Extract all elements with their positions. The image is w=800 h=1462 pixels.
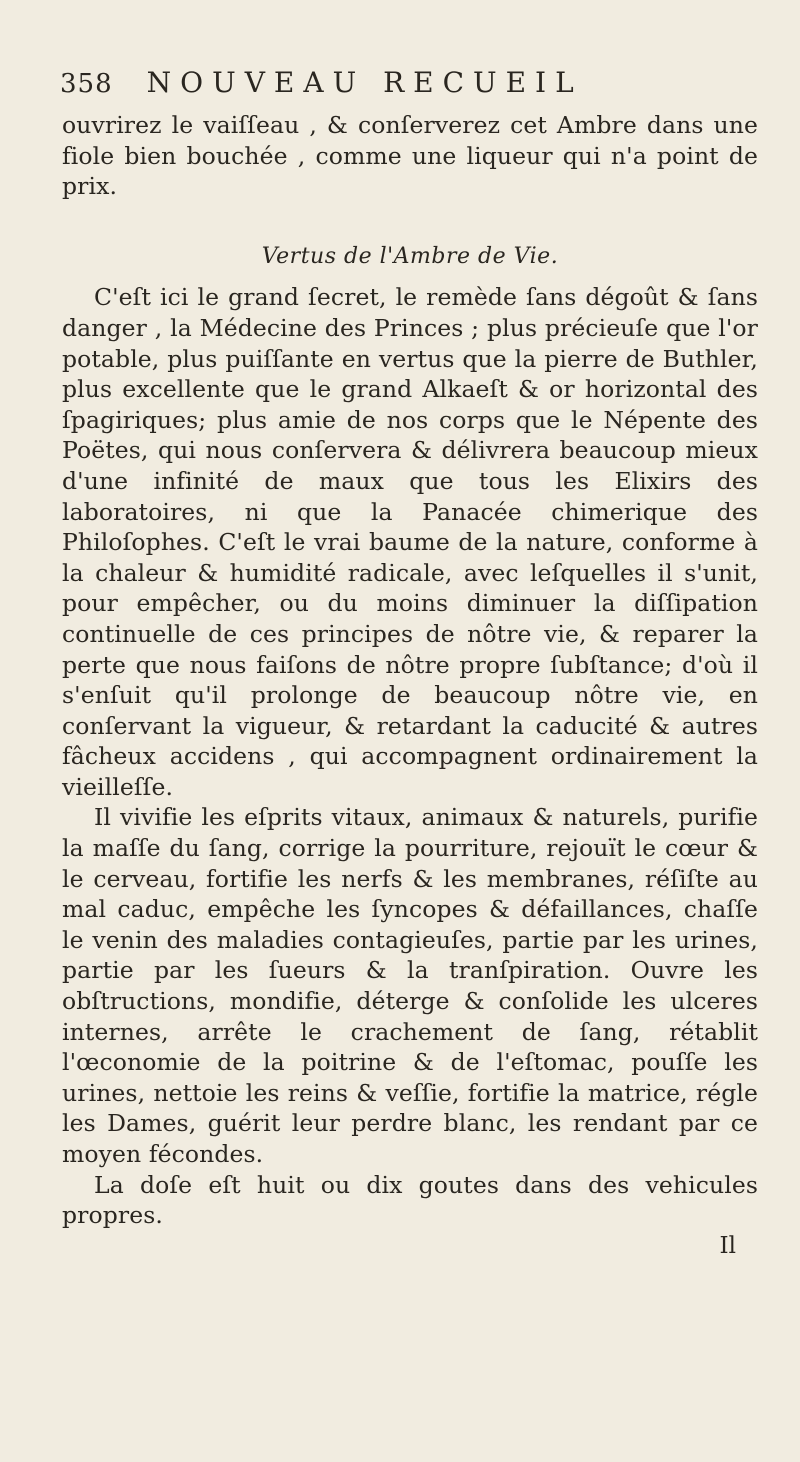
section-heading: Vertus de l'Ambre de Vie. xyxy=(261,243,559,269)
page-number: 358 xyxy=(60,69,113,99)
opening-paragraph: ouvrirez le vaiſſeau , & conſerverez cet Ambre dans une fiole bien bouchée , comme une liqueur qui n'a point de prix. xyxy=(62,111,758,201)
body-text xyxy=(62,110,758,1231)
paragraph: Il vivifie les eſprits vitaux, animaux & naturels, purifie la maſſe du ſang, corrige la pourriture, rejouït le cœur & le cerveau, fortifie les nerfs & les membranes, réſiſte au mal caduc, empêche les ſyncopes & défaillances, chaſſe le venin des maladies contagieuſes, partie par les urines, partie par les ſueurs & la tranſpiration. Ouvre les obſtructions, mondifie, déterge & conſolide les ulceres internes, arrête le crachement de ſang, rétablit l'œconomie de la poitrine & de l'eſtomac, pouſſe les urines, nettoie les reins & veſſie, fortifie la matrice, régle les Dames, guérit leur perdre blanc, les rendant par ce moyen fécondes. xyxy=(62,803,758,1168)
paragraph: La doſe eſt huit ou dix goutes dans des vehicules propres. xyxy=(62,1170,758,1230)
catchword: Il xyxy=(719,1232,736,1259)
running-title: NOUVEAU RECUEIL xyxy=(146,66,583,99)
running-head xyxy=(60,66,758,110)
paragraph: C'eſt ici le grand ſecret, le remède ſans dégoût & ſans danger , la Médecine des Princes ; plus précieuſe que l'or potable, plus puiſſante en vertus que la pierre de Buthler, plus excellente que le grand Alkaeſt & or horizontal des ſpagiriques; plus amie de nos corps que le Népente des Poëtes, qui nous conſervera & délivrera beaucoup mieux d'une infinité de maux que tous les Elixirs des laboratoires, ni que la Panacée chimerique des Philoſophes. C'eſt le vrai baume de la nature, conforme à la chaleur & humidité radicale, avec leſquelles il s'unit, pour empêcher, ou du moins diminuer la diſſipation continuelle de ces principes de nôtre vie, & reparer la perte que nous faiſons de nôtre propre ſubſtance; d'où il s'enſuit qu'il prolonge de beaucoup nôtre vie, en conſervant la vigueur, & retardant la caducité & autres fâcheux accidens , qui accompagnent ordinairement la vieilleſſe. xyxy=(62,283,758,801)
